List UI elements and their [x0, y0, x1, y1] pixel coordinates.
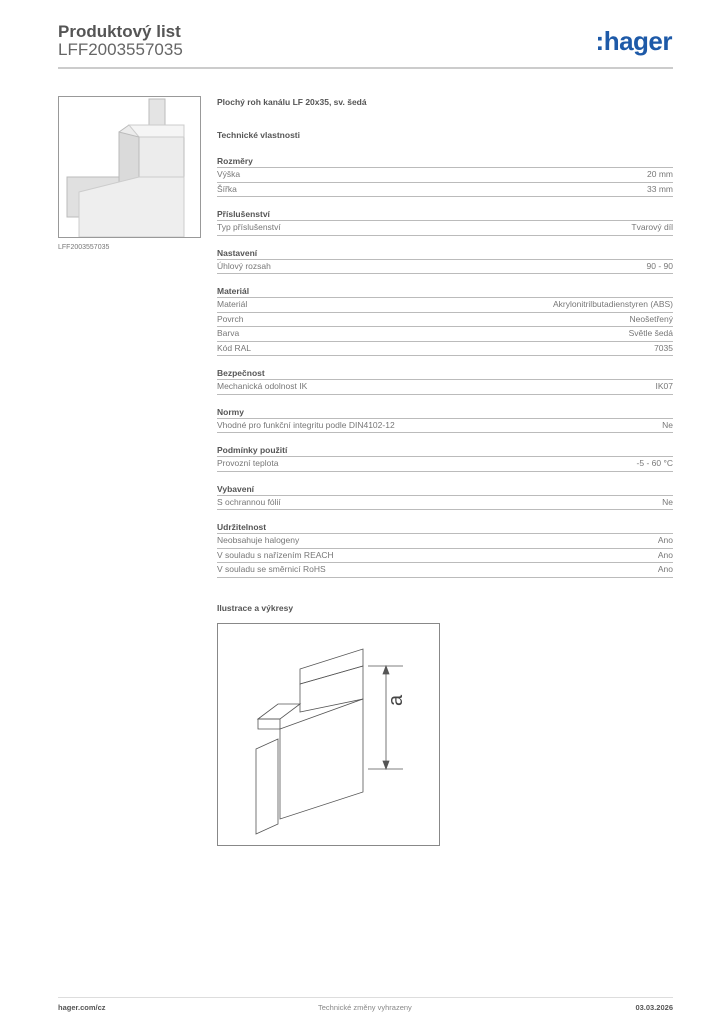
spec-group-title: Příslušenství [217, 208, 673, 221]
spec-row [217, 298, 673, 313]
spec-row [217, 221, 673, 236]
spec-group-title: Podmínky použití [217, 444, 673, 457]
technical-drawing [217, 623, 440, 846]
spec-value: 7035 [654, 342, 673, 353]
spec-group [217, 483, 673, 511]
spec-row [217, 534, 673, 549]
spec-group-title: Nastavení [217, 247, 673, 260]
spec-group-title: Udržitelnost [217, 521, 673, 534]
product-code: LFF2003557035 [58, 40, 183, 59]
spec-row [217, 563, 673, 578]
spec-value: Ano [657, 549, 673, 560]
spec-row [217, 380, 673, 395]
spec-label: Šířka [217, 183, 237, 194]
footer-date: 03.03.2026 [635, 1003, 673, 1012]
header-divider [58, 67, 673, 69]
product-image [58, 96, 201, 238]
footer-divider [58, 997, 673, 998]
spec-row [217, 260, 673, 275]
spec-label: Typ příslušenství [217, 222, 281, 232]
dimension-label: a [385, 694, 407, 706]
spec-group-title: Bezpečnost [217, 367, 673, 380]
footer-note: Technické změny vyhrazeny [318, 1003, 412, 1012]
spec-row [217, 342, 673, 357]
spec-value: 90 - 90 [646, 260, 673, 271]
spec-label: Barva [217, 328, 240, 338]
spec-group [217, 406, 673, 434]
spec-value: 20 mm [647, 169, 673, 179]
spec-row [217, 313, 673, 328]
image-caption: LFF2003557035 [58, 244, 110, 251]
spec-label: V souladu se směrnicí RoHS [217, 564, 326, 574]
page-title: Produktový list [58, 22, 181, 41]
spec-group-title: Vybavení [217, 483, 673, 496]
spec-group [217, 367, 673, 395]
spec-value: Světle šedá [628, 328, 673, 338]
spec-group [217, 285, 673, 356]
spec-value: Akrylonitrilbutadienstyren (ABS) [553, 299, 673, 309]
spec-value: Tvarový díl [631, 222, 673, 232]
spec-value: IK07 [655, 381, 673, 391]
spec-row [217, 327, 673, 342]
spec-group-title: Normy [217, 406, 673, 419]
spec-label: Materiál [217, 299, 248, 309]
spec-row [217, 457, 673, 472]
spec-row [217, 496, 673, 511]
spec-value: Neošetřený [629, 313, 673, 324]
product-name: Plochý roh kanálu LF 20x35, sv. šedá [217, 97, 367, 107]
spec-label: Výška [217, 169, 241, 179]
spec-label: Kód RAL [217, 342, 252, 353]
spec-group [217, 247, 673, 275]
spec-group [217, 521, 673, 578]
hager-logo: :hager [595, 26, 672, 56]
spec-row [217, 549, 673, 564]
spec-value: Ano [657, 535, 673, 545]
spec-label: Neobsahuje halogeny [217, 535, 300, 545]
footer-website[interactable]: hager.com/cz [58, 1003, 106, 1012]
spec-row [217, 183, 673, 198]
spec-label: Provozní teplota [217, 458, 279, 468]
spec-row [217, 168, 673, 183]
spec-label: S ochrannou fólií [217, 496, 281, 507]
spec-group-title: Rozměry [217, 155, 673, 168]
spec-label: Vhodné pro funkční integritu podle DIN4102-12 [217, 419, 395, 430]
spec-group [217, 444, 673, 472]
spec-value: Ano [657, 564, 673, 574]
spec-row [217, 419, 673, 434]
specifications [217, 97, 673, 578]
spec-group [217, 155, 673, 197]
spec-label: Mechanická odolnost IK [217, 381, 308, 391]
section-title: Technické vlastnosti [217, 130, 300, 140]
spec-value: Ne [662, 419, 673, 430]
spec-value: 33 mm [647, 183, 673, 194]
spec-group-title: Materiál [217, 285, 673, 298]
spec-label: Povrch [217, 313, 244, 324]
spec-value: Ne [662, 496, 673, 507]
spec-group [217, 208, 673, 236]
spec-label: V souladu s nařízením REACH [217, 549, 334, 560]
spec-label: Úhlový rozsah [217, 260, 271, 271]
illustration-title: Ilustrace a výkresy [217, 603, 294, 613]
spec-value: -5 - 60 °C [636, 458, 673, 468]
